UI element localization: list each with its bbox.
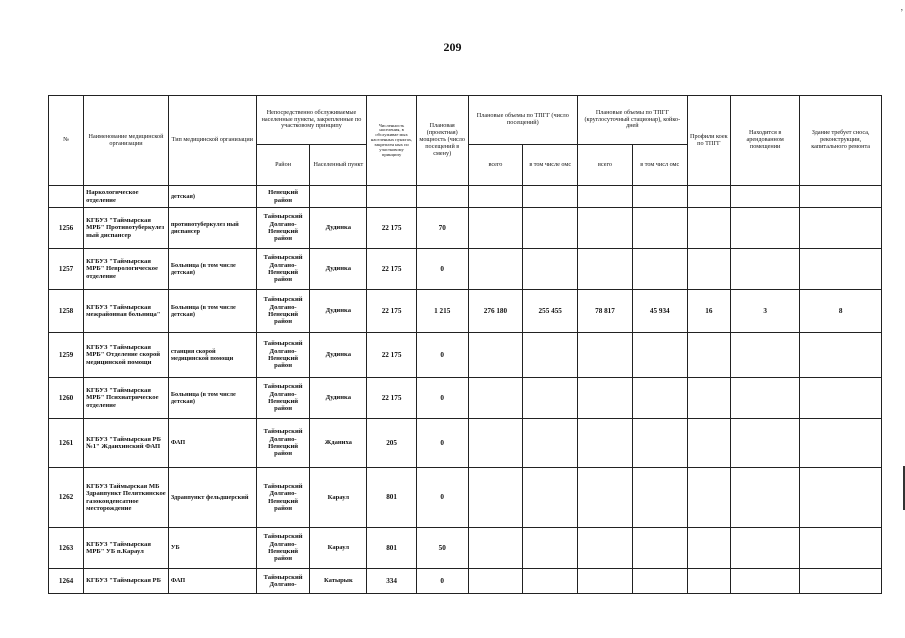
table-row [49, 290, 882, 333]
cell-building: 8 [800, 290, 882, 333]
cell-beds-profile: 16 [687, 290, 730, 333]
cell-building [800, 208, 882, 249]
cell-row-number: 1264 [49, 569, 84, 594]
cell-tpgg-oms [523, 249, 578, 290]
cell-capacity: 0 [416, 378, 468, 419]
cell-district: Таймырский Долгано-Ненецкий район [256, 249, 310, 290]
cell-hosp-oms [632, 186, 687, 208]
cell-row-number: 1261 [49, 419, 84, 468]
cell-org-name: КГБУЗ "Таймырская МРБ" УБ п.Караул [84, 528, 169, 569]
medical-organizations-table [48, 95, 882, 594]
cell-org-name: КГБУЗ "Таймырская МРБ" Противотуберкулез ный диспансер [84, 208, 169, 249]
header-org-type: Тип медицинской организации [168, 96, 256, 186]
cell-org-type: Больница (в том числе детская) [168, 378, 256, 419]
cell-hosp-oms [632, 208, 687, 249]
header-hosp-total: всего [578, 145, 633, 186]
cell-settlement: Жданиха [310, 419, 367, 468]
cell-row-number [49, 186, 84, 208]
cell-org-type: станция скорой медицинской помощи [168, 333, 256, 378]
header-volumes-tpgg: Плановые объемы по ТПГГ (число посещений) [468, 96, 578, 145]
table-row [49, 528, 882, 569]
cell-capacity [416, 186, 468, 208]
cell-hosp-oms: 45 934 [632, 290, 687, 333]
cell-population: 334 [367, 569, 417, 594]
header-tpgg-total: всего [468, 145, 523, 186]
cell-org-name: Наркологическое отделение [84, 186, 169, 208]
cell-org-type: ФАП [168, 419, 256, 468]
cell-settlement: Дудинка [310, 333, 367, 378]
cell-population: 801 [367, 528, 417, 569]
cell-tpgg-oms: 255 455 [523, 290, 578, 333]
cell-capacity: 0 [416, 249, 468, 290]
cell-tpgg-total [468, 468, 523, 528]
cell-district: Таймырский Долгано-Ненецкий район [256, 333, 310, 378]
header-served: Непосредственно обслуживаемые населенные пункты, закрепленные по участковому принципу [256, 96, 367, 145]
cell-hosp-oms [632, 378, 687, 419]
cell-tpgg-oms [523, 569, 578, 594]
cell-beds-profile [687, 419, 730, 468]
cell-population: 205 [367, 419, 417, 468]
cell-population: 22 175 [367, 378, 417, 419]
cell-district: Таймырский Долгано-Ненецкий район [256, 419, 310, 468]
cell-org-name: КГБУЗ "Таймырская межрайонная больница" [84, 290, 169, 333]
header-volumes-hosp: Плановые объемы по ТПГГ (круглосуточный стационар), койко-дней [578, 96, 688, 145]
cell-settlement: Караул [310, 468, 367, 528]
cell-population: 22 175 [367, 290, 417, 333]
cell-tpgg-oms [523, 528, 578, 569]
cell-capacity: 70 [416, 208, 468, 249]
cell-rented [731, 333, 800, 378]
cell-hosp-oms [632, 419, 687, 468]
page-number: 209 [443, 40, 462, 54]
cell-org-type: УБ [168, 528, 256, 569]
cell-row-number: 1256 [49, 208, 84, 249]
cell-org-type: Больница (в том числе детская) [168, 290, 256, 333]
cell-capacity: 0 [416, 569, 468, 594]
cell-population: 801 [367, 468, 417, 528]
cell-hosp-total [578, 569, 633, 594]
cell-rented [731, 419, 800, 468]
cell-district: Ненецкий район [256, 186, 310, 208]
cell-hosp-oms [632, 333, 687, 378]
cell-tpgg-oms [523, 186, 578, 208]
cell-tpgg-total: 276 180 [468, 290, 523, 333]
cell-hosp-oms [632, 249, 687, 290]
cell-district: Таймырский Долгано-Ненецкий район [256, 208, 310, 249]
cell-hosp-total [578, 419, 633, 468]
table-row [49, 569, 882, 594]
header-population: Численность населения, в обслуживае мых населенных пунктах, закреплен ных по участковому принципу [367, 96, 417, 186]
cell-building [800, 468, 882, 528]
header-hosp-oms: в том числ омс [632, 145, 687, 186]
cell-tpgg-oms [523, 419, 578, 468]
cell-rented [731, 569, 800, 594]
header-settlement: Населенный пункт [310, 145, 367, 186]
cell-org-name: КГБУЗ "Таймырская РБ [84, 569, 169, 594]
cell-district: Таймырский Долгано-Ненецкий район [256, 528, 310, 569]
table-row [49, 419, 882, 468]
cell-beds-profile [687, 186, 730, 208]
cell-tpgg-total [468, 249, 523, 290]
cell-tpgg-oms [523, 468, 578, 528]
cell-building [800, 528, 882, 569]
corner-mark: , [900, 2, 903, 12]
cell-settlement [310, 186, 367, 208]
cell-population: 22 175 [367, 249, 417, 290]
header-beds-profile: Профили коек по ТПГГ [687, 96, 730, 186]
cell-beds-profile [687, 208, 730, 249]
cell-hosp-total [578, 468, 633, 528]
cell-capacity: 50 [416, 528, 468, 569]
cell-capacity: 0 [416, 468, 468, 528]
cell-org-type: детская) [168, 186, 256, 208]
cell-capacity: 1 215 [416, 290, 468, 333]
cell-hosp-total [578, 249, 633, 290]
cell-rented [731, 186, 800, 208]
cell-settlement: Дудинка [310, 290, 367, 333]
cell-org-name: КГБУЗ "Таймырская МРБ" Психиатрическое отделение [84, 378, 169, 419]
cell-row-number: 1257 [49, 249, 84, 290]
header-rented: Находится в арендованном помещении [731, 96, 800, 186]
header-capacity: Плановая (проектная) мощность (число посещений в смену) [416, 96, 468, 186]
cell-beds-profile [687, 378, 730, 419]
cell-hosp-oms [632, 468, 687, 528]
table-row [49, 208, 882, 249]
cell-beds-profile [687, 528, 730, 569]
cell-building [800, 333, 882, 378]
cell-rented [731, 208, 800, 249]
table-row [49, 186, 882, 208]
cell-beds-profile [687, 249, 730, 290]
cell-building [800, 249, 882, 290]
cell-org-name: КГБУЗ "Таймырская МРБ" Отделение скорой медицинской помощи [84, 333, 169, 378]
cell-row-number: 1260 [49, 378, 84, 419]
cell-building [800, 419, 882, 468]
cell-row-number: 1262 [49, 468, 84, 528]
header-building: Здание требует сноса, реконструкции, капитального ремонта [800, 96, 882, 186]
cell-org-type: Здравпункт фельдшерский [168, 468, 256, 528]
cell-hosp-total [578, 378, 633, 419]
cell-settlement: Караул [310, 528, 367, 569]
cell-tpgg-total [468, 333, 523, 378]
header-tpgg-oms: в том числе омс [523, 145, 578, 186]
cell-org-type: Больница (в том числе детская) [168, 249, 256, 290]
cell-settlement: Дудинка [310, 378, 367, 419]
header-num: № [49, 96, 84, 186]
cell-building [800, 378, 882, 419]
cell-rented [731, 468, 800, 528]
table-row [49, 468, 882, 528]
cell-row-number: 1259 [49, 333, 84, 378]
cell-beds-profile [687, 569, 730, 594]
cell-building [800, 569, 882, 594]
cell-hosp-total [578, 528, 633, 569]
table-row [49, 333, 882, 378]
header-district: Район [256, 145, 310, 186]
cell-district: Таймырский Долгано-Ненецкий район [256, 290, 310, 333]
cell-org-name: КГБУЗ "Таймырская МРБ" Неврологическое отделение [84, 249, 169, 290]
cell-tpgg-total [468, 569, 523, 594]
cell-population [367, 186, 417, 208]
cell-rented: 3 [731, 290, 800, 333]
cell-capacity: 0 [416, 419, 468, 468]
cell-settlement: Дудинка [310, 208, 367, 249]
cell-district: Таймырский Долгано-Ненецкий район [256, 468, 310, 528]
cell-hosp-total: 78 817 [578, 290, 633, 333]
cell-district: Таймырский Долгано- [256, 569, 310, 594]
cell-row-number: 1263 [49, 528, 84, 569]
cell-population: 22 175 [367, 208, 417, 249]
table-row [49, 378, 882, 419]
cell-tpgg-oms [523, 378, 578, 419]
cell-tpgg-total [468, 528, 523, 569]
cell-hosp-oms [632, 528, 687, 569]
cell-hosp-oms [632, 569, 687, 594]
cell-rented [731, 378, 800, 419]
cell-tpgg-total [468, 419, 523, 468]
cell-tpgg-oms [523, 208, 578, 249]
cell-settlement: Катырык [310, 569, 367, 594]
cell-org-type: противотуберкулез ный диспансер [168, 208, 256, 249]
cell-district: Таймырский Долгано-Ненецкий район [256, 378, 310, 419]
cell-org-type: ФАП [168, 569, 256, 594]
cell-hosp-total [578, 333, 633, 378]
cell-tpgg-total [468, 208, 523, 249]
cell-org-name: КГБУЗ "Таймырская РБ №1" Ждаихинский ФАП [84, 419, 169, 468]
cell-settlement: Дудинка [310, 249, 367, 290]
cell-tpgg-oms [523, 333, 578, 378]
cell-capacity: 0 [416, 333, 468, 378]
cell-hosp-total [578, 208, 633, 249]
cell-rented [731, 249, 800, 290]
cell-beds-profile [687, 468, 730, 528]
cell-tpgg-total [468, 186, 523, 208]
cell-org-name: КГБУЗ Таймырская МБ Здравпункт Пеляткинское газоконденсатное месторождение [84, 468, 169, 528]
header-org-name: Наименование медицинской организации [84, 96, 169, 186]
cell-building [800, 186, 882, 208]
cell-hosp-total [578, 186, 633, 208]
cell-tpgg-total [468, 378, 523, 419]
cell-row-number: 1258 [49, 290, 84, 333]
cell-rented [731, 528, 800, 569]
table-row [49, 249, 882, 290]
cell-population: 22 175 [367, 333, 417, 378]
cell-beds-profile [687, 333, 730, 378]
